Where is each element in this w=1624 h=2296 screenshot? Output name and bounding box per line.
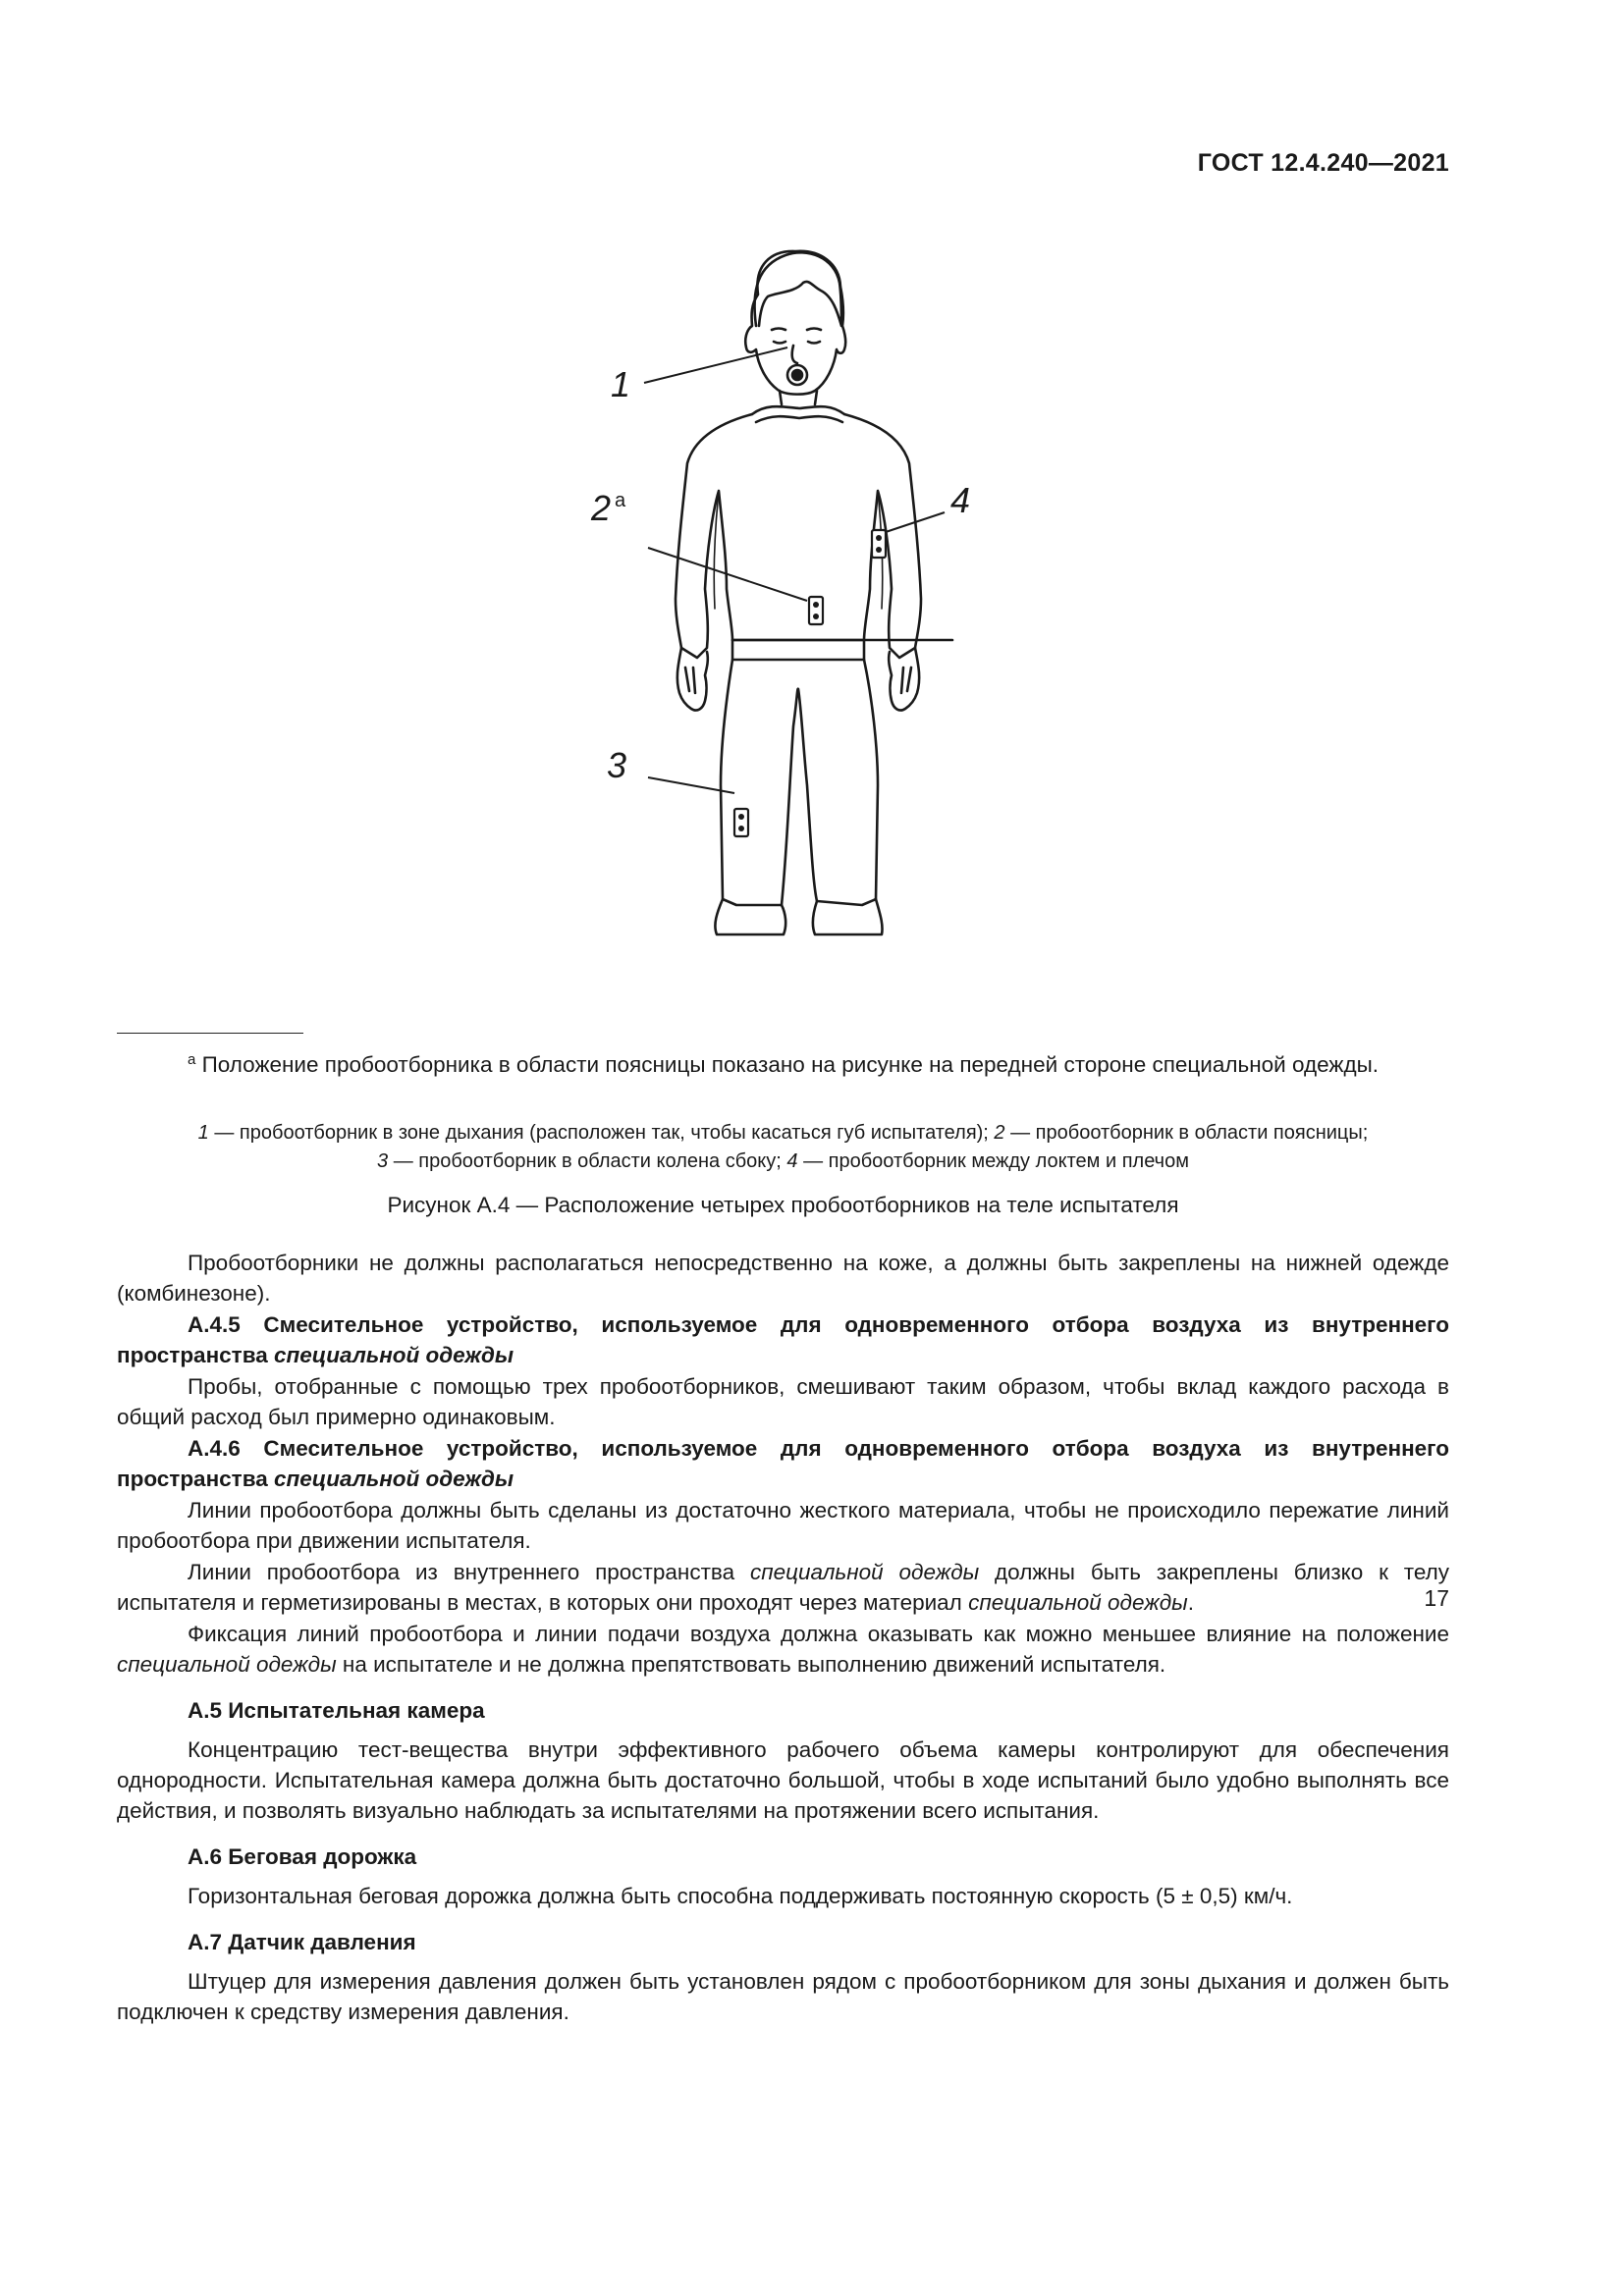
legend-number-1: 1 [197,1122,209,1144]
figure-footnote [117,1044,1449,1080]
footnote-separator [117,1033,303,1034]
person-legs [721,660,878,905]
legend-text-1: — пробоотборник в зоне дыхания (расположен так, чтобы касаться губ испытателя); [208,1122,995,1144]
person-left-hand [677,648,708,711]
page-number: 17 [1424,1585,1449,1611]
elbow-sampler [872,530,886,558]
paragraph-a5: Концентрацию тест-вещества внутри эффективного рабочего объема камеры контролируют для обеспечения однородности. Испытательная камера должна быть достаточно большой, чтобы в ходе испытаний было удобно выполнять все действия, и позволять визуально наблюдать за испытателями на протяжении всего испытания. [117,1737,1449,1823]
callout-1: 1 [611,364,631,404]
legend-text-2: — пробоотборник в области поясницы; [1004,1122,1369,1144]
legend-line-1 [117,1119,1449,1148]
legend-number-4: 4 [786,1150,798,1172]
knee-sampler [734,809,748,836]
waist-sampler [809,597,823,624]
person-right-hand [889,648,919,711]
figure-legend [117,1119,1449,1176]
person-hair [755,252,841,326]
callout-2-superscript: а [615,490,626,511]
heading-a46: А.4.6 Смесительное устройство, используемое для одновременного отбора воздуха из внутреннего пространства специальной одежды [117,1436,1449,1491]
legend-number-2: 2 [994,1122,1005,1144]
heading-a5: А.5 Испытательная камера [188,1698,485,1723]
legend-line-2 [117,1148,1449,1176]
paragraph-a6: Горизонтальная беговая дорожка должна быть способна поддерживать постоянную скорость (5 ± 0,5) км/ч. [188,1884,1293,1908]
figure-caption: Рисунок А.4 — Расположение четырех пробоотборников на теле испытателя [387,1193,1179,1217]
callout-3: 3 [607,745,627,785]
legend-text-3: — пробоотборник в области колена сбоку; [388,1150,787,1172]
paragraph-a7: Штуцер для измерения давления должен быть установлен рядом с пробоотборником для зоны дыхания и должен быть подключен к средству измерения давления. [117,1969,1449,2024]
paragraph-a45: Пробы, отобранные с помощью трех пробоотборников, смешивают таким образом, чтобы вклад каждого расхода в общий расход был примерно одинаковым. [117,1374,1449,1429]
figure-illustration [550,236,1021,982]
callout-2: 2 [591,488,612,528]
paragraph-a46-2: Линии пробоотбора из внутреннего пространства специальной одежды должны быть закреплены близко к телу испытателя и герметизированы в местах, в которых они проходят через материал специальной одежды. [117,1560,1449,1615]
legend-number-3: 3 [377,1150,389,1172]
legend-text-4: — пробоотборник между локтем и плечом [797,1150,1189,1172]
body-text [117,1248,1449,2028]
heading-a45: А.4.5 Смесительное устройство, используемое для одновременного отбора воздуха из внутреннего пространства специальной одежды [117,1312,1449,1367]
paragraph-underwear: Пробоотборники не должны располагаться непосредственно на коже, а должны быть закреплены на нижней одежде (комбинезоне). [117,1251,1449,1306]
figure-a4 [550,236,1021,982]
paragraph-a46-1: Линии пробоотбора должны быть сделаны из достаточно жесткого материала, чтобы не происходило пережатие линий пробоотбора при движении испытателя. [117,1498,1449,1553]
footnote-text: Положение пробоотборника в области поясницы показано на рисунке на передней стороне специальной одежды. [201,1052,1380,1077]
callout-4: 4 [950,480,971,520]
heading-a7: А.7 Датчик давления [188,1930,416,1954]
paragraph-a46-3: Фиксация линий пробоотбора и линии подачи воздуха должна оказывать как можно меньшее влияние на положение специальной одежды на испытателе и не должна препятствовать выполнению движений испытателя. [117,1622,1449,1677]
footnote-marker: а [188,1051,196,1068]
heading-a6: А.6 Беговая дорожка [188,1844,417,1869]
document-header: ГОСТ 12.4.240—2021 [1197,149,1449,177]
